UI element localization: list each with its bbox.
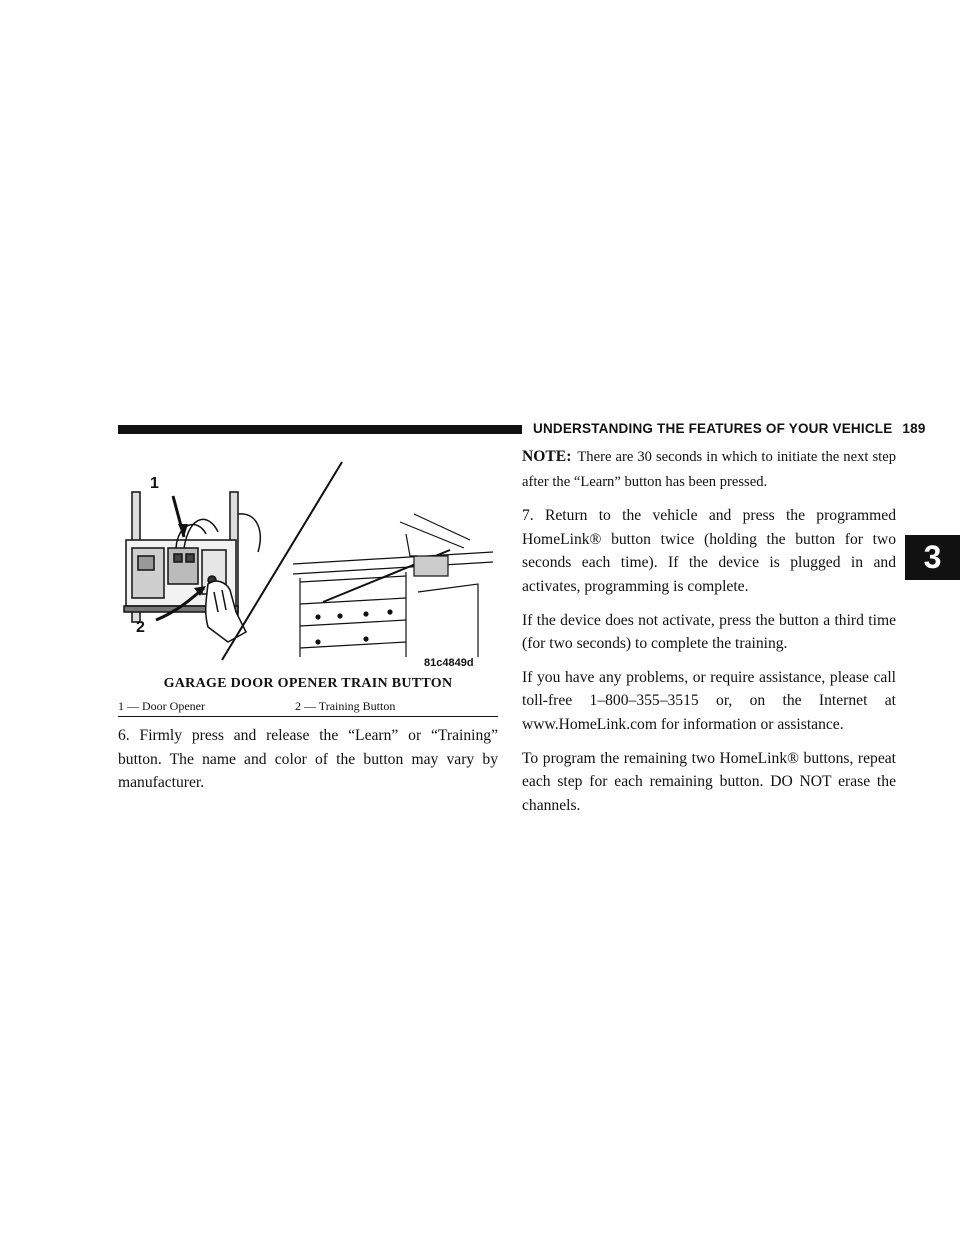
garage-door-opener-illustration — [118, 452, 498, 674]
note-label: NOTE: — [522, 448, 572, 465]
note-text: There are 30 seconds in which to initiate the next step after the “Learn” button has been pressed. — [522, 449, 896, 490]
callout-2-label: 2 — [136, 619, 145, 636]
callout-1-label: 1 — [150, 475, 159, 492]
legend-item-training-button: 2 — Training Button — [295, 699, 396, 713]
legend-item-door-opener: 1 — Door Opener — [118, 699, 205, 713]
section-title: UNDERSTANDING THE FEATURES OF YOUR VEHICLE — [533, 421, 893, 436]
callout-1-marker — [173, 496, 188, 537]
note-paragraph — [522, 445, 896, 494]
running-header — [533, 419, 926, 439]
left-column — [118, 724, 498, 805]
chapter-tab: 3 — [905, 535, 960, 580]
figure-caption-title: GARAGE DOOR OPENER TRAIN BUTTON — [163, 676, 453, 691]
not-activate-paragraph: If the device does not activate, press the button a third time (for two seconds) to complete the training. — [522, 611, 896, 653]
figure-legend — [118, 698, 498, 717]
remaining-buttons-paragraph: To program the remaining two HomeLink® buttons, repeat each step for each remaining button. DO NOT erase the channels. — [522, 749, 896, 814]
figure-code: 81c4849d — [424, 657, 474, 669]
problems-paragraph: If you have any problems, or require assistance, please call toll-free 1–800–355–3515 or, on the Internet at www.HomeLink.com for information or assistance. — [522, 668, 896, 733]
step-6-paragraph: 6. Firmly press and release the “Learn” or “Training” button. The name and color of the button may vary by manufacturer. — [118, 727, 498, 792]
header-rule-bar — [118, 425, 522, 434]
garage-door-drawing — [293, 514, 493, 657]
page-number: 189 — [902, 421, 926, 436]
step-7-paragraph: 7. Return to the vehicle and press the programmed HomeLink® button twice (holding the button for two seconds each time). If the device is plugged in and activates, programming is complete. — [522, 507, 896, 595]
right-column — [522, 445, 896, 827]
